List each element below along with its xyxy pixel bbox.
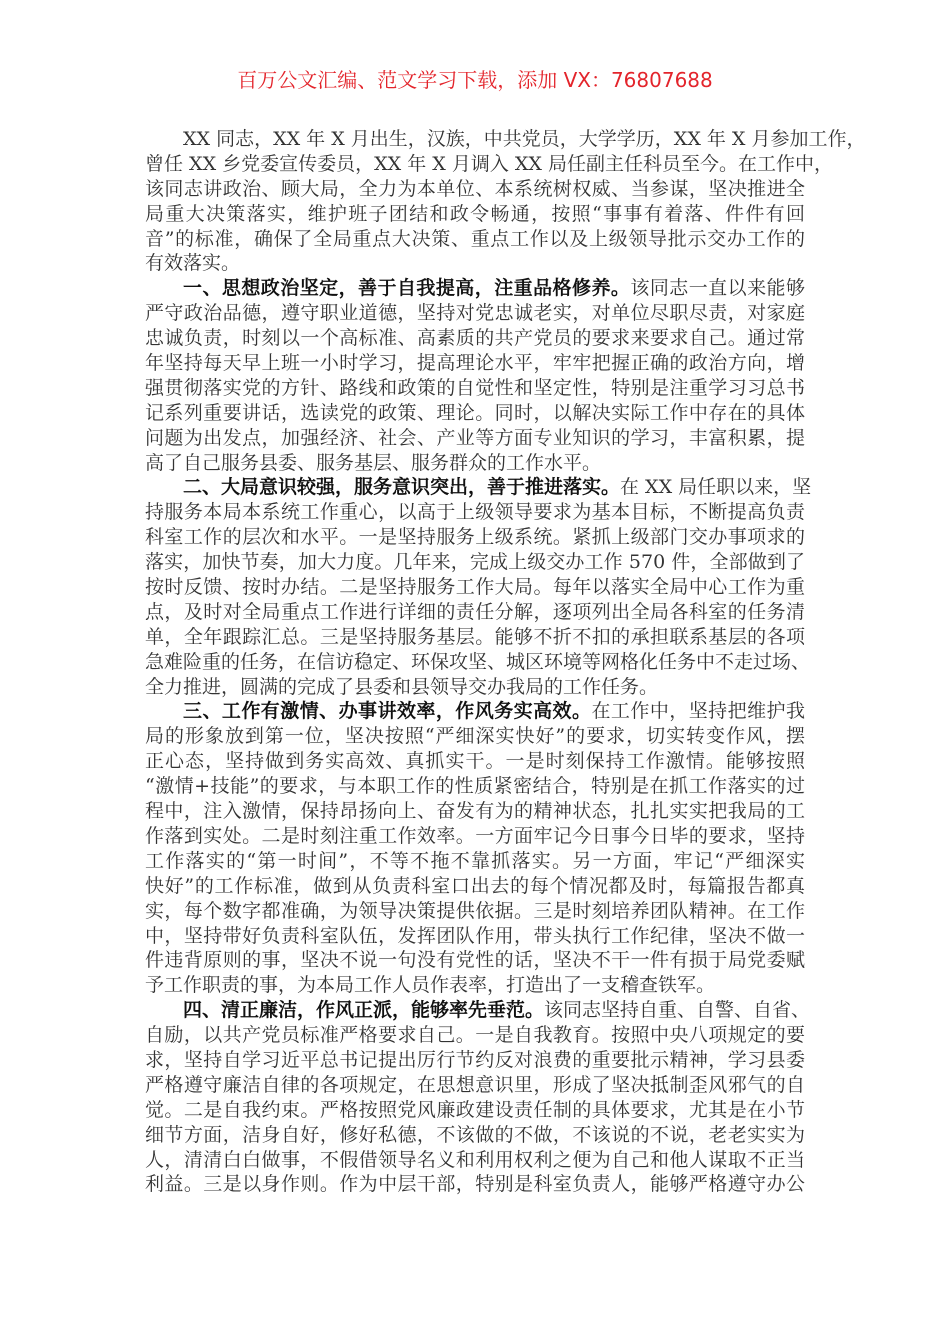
text-line [145, 1048, 805, 1073]
line-text: 工作落实的“第一时间”，不等不拖不靠抓落实。另一方面，牢记“严细深实 [145, 849, 805, 872]
line-text: 在工作中，坚持把维护我 [591, 700, 805, 723]
line-text: 局重大决策落实，维护班子团结和政令畅通，按照“事事有着落、件件有回 [145, 202, 805, 225]
section-heading: 一、思想政治坚定，善于自我提高，注重品格修养。 [183, 277, 631, 300]
line-text: 自励，以共产党员标准严格要求自己。一是自我教育。按照中央八项规定的要 [145, 1024, 805, 1047]
line-text: 局的形象放到第一位，坚决按照“严细深实快好”的要求，切实转变作风，摆 [145, 725, 805, 748]
text-line [145, 177, 805, 202]
line-text: 程中，注入激情，保持昂扬向上、奋发有为的精神状态，扎扎实实把我局的工 [145, 800, 805, 823]
text-line [145, 326, 805, 351]
line-text: 利益。三是以身作则。作为中层干部，特别是科室负责人，能够严格遵守办公 [145, 1173, 805, 1196]
line-text: 求，坚持自学习近平总书记提出厉行节约反对浪费的重要批示精神，学习县委 [145, 1048, 805, 1071]
text-line [145, 899, 805, 924]
text-line [145, 227, 805, 252]
line-text: 严格遵守廉洁自律的各项规定，在思想意识里，形成了坚决抵制歪风邪气的自 [145, 1073, 805, 1096]
line-text: 快好”的工作标准，做到从负责科室口出去的每个情况都及时，每篇报告都真 [145, 874, 805, 897]
text-line [145, 924, 805, 949]
text-line [145, 575, 805, 600]
line-text: 作落到实处。二是时刻注重工作效率。一方面牢记今日事今日毕的要求，坚持 [145, 824, 805, 847]
line-text: 单，全年跟踪汇总。三是坚持服务基层。能够不折不扣的承担联系基层的各项 [145, 625, 805, 648]
document-body [145, 127, 866, 1197]
text-line [145, 500, 805, 525]
line-text: 点，及时对全局重点工作进行详细的责任分解，逐项列出全局各科室的任务清 [145, 600, 805, 623]
text-line [145, 774, 805, 799]
text-line [145, 401, 805, 426]
text-line [145, 202, 805, 227]
text-line [145, 1172, 805, 1197]
line-text: 该同志坚持自重、自警、自省、 [544, 999, 811, 1022]
text-line [145, 799, 805, 824]
text-line [145, 1123, 805, 1148]
line-text: 曾任 XX 乡党委宣传委员，XX 年 X 月调入 XX 局任副主任科员至今。在工作中， [145, 152, 833, 175]
text-line [145, 127, 866, 152]
section-heading: 三、工作有激情、办事讲效率，作风务实高效。 [183, 700, 592, 723]
line-text: 高了自己服务县委、服务基层、服务群众的工作水平。 [145, 451, 602, 474]
line-text: 落实，加快节奏，加大力度。几年来，完成上级交办工作 570 件，全部做到了 [145, 551, 805, 574]
text-line [145, 749, 805, 774]
line-text: 问题为出发点，加强经济、社会、产业等方面专业知识的学习，丰富积累，提 [145, 426, 805, 449]
line-text: 严守政治品德，遵守职业道德，坚持对党忠诚老实，对单位尽职尽责，对家庭 [145, 302, 805, 325]
text-line [145, 351, 805, 376]
section-heading: 二、大局意识较强，服务意识突出，善于推进落实。 [183, 476, 621, 499]
text-line [145, 251, 805, 276]
line-text: 有效落实。 [145, 252, 241, 275]
text-line [145, 998, 811, 1023]
section-paragraph [145, 998, 811, 1197]
line-text: 在 XX 局任职以来，坚 [620, 476, 812, 499]
text-line [145, 675, 805, 700]
text-line [145, 824, 805, 849]
text-line [145, 1098, 805, 1123]
text-line [145, 276, 805, 301]
intro-paragraph [145, 127, 866, 276]
text-line [145, 849, 805, 874]
text-line [145, 625, 805, 650]
text-line [145, 426, 805, 451]
line-text: 按时反馈、按时办结。二是坚持服务工作大局。每年以落实全局中心工作为重 [145, 576, 805, 599]
text-line [145, 550, 805, 575]
line-text: 正心态，坚持做到务实高效、真抓实干。一是时刻保持工作激情。能够按照 [145, 750, 805, 773]
text-line [145, 600, 805, 625]
watermark-banner: 百万公文汇编、范文学习下载，添加 VX：76807688 [237, 68, 713, 92]
text-line [145, 948, 805, 973]
line-text: 人，清清白白做事，不假借领导名义和利用权利之便为自己和他人谋取不正当 [145, 1148, 805, 1171]
line-text: 该同志讲政治、顾大局，全力为本单位、本系统树权威、当参谋，坚决推进全 [145, 177, 805, 200]
line-text: 件违背原则的事，坚决不说一句没有党性的话，坚决不干一件有损于局党委赋 [145, 949, 805, 972]
section-paragraph [145, 475, 812, 699]
section-heading: 四、清正廉洁，作风正派，能够率先垂范。 [183, 999, 545, 1022]
text-line [145, 973, 805, 998]
line-text: 予工作职责的事，为本局工作人员作表率，打造出了一支稽查铁军。 [145, 974, 716, 997]
line-text: 记系列重要讲话，选读党的政策、理论。同时，以解决实际工作中存在的具体 [145, 401, 805, 424]
line-text: 细节方面，洁身自好，修好私德，不该做的不做，不该说的不说，老老实实为 [145, 1123, 805, 1146]
line-text: 强贯彻落实党的方针、路线和政策的自觉性和坚定性，特别是注重学习习总书 [145, 376, 805, 399]
line-text: 全力推进，圆满的完成了县委和县领导交办我局的工作任务。 [145, 675, 659, 698]
text-line [145, 451, 805, 476]
line-text: 音”的标准，确保了全局重点大决策、重点工作以及上级领导批示交办工作的 [145, 227, 805, 250]
text-line [145, 724, 805, 749]
line-text: 实，每个数字都准确，为领导决策提供依据。三是时刻培养团队精神。在工作 [145, 899, 805, 922]
text-line [145, 1023, 805, 1048]
line-text: 急难险重的任务，在信访稳定、环保攻坚、城区环境等网格化任务中不走过场、 [145, 650, 811, 673]
text-line [145, 301, 805, 326]
line-text: 年坚持每天早上班一小时学习，提高理论水平，牢牢把握正确的政治方向，增 [145, 352, 805, 375]
text-line [145, 475, 812, 500]
text-line [145, 525, 805, 550]
text-line [145, 874, 805, 899]
section-paragraph [145, 699, 805, 998]
text-line [145, 376, 805, 401]
line-text: 中，坚持带好负责科室队伍，发挥团队作用，带头执行工作纪律，坚决不做一 [145, 924, 805, 947]
line-text: XX 同志，XX 年 X 月出生，汉族，中共党员，大学学历，XX 年 X 月参加工作， [183, 128, 866, 150]
line-text: “激情+技能”的要求，与本职工作的性质紧密结合，特别是在抓工作落实的过 [145, 775, 805, 798]
line-text: 觉。二是自我约束。严格按照党风廉政建设责任制的具体要求，尤其是在小节 [145, 1098, 805, 1121]
text-line [145, 152, 833, 177]
text-line [145, 1148, 805, 1173]
section-paragraph [145, 276, 805, 475]
text-line [145, 699, 805, 724]
line-text: 持服务本局本系统工作重心，以高于上级领导要求为基本目标，不断提高负责 [145, 501, 805, 524]
line-text: 科室工作的层次和水平。一是坚持服务上级系统。紧抓上级部门交办事项求的 [145, 526, 805, 549]
text-line [145, 1073, 805, 1098]
text-line [145, 650, 811, 675]
line-text: 忠诚负责，时刻以一个高标准、高素质的共产党员的要求来要求自己。通过常 [145, 327, 805, 350]
line-text: 该同志一直以来能够 [630, 277, 805, 300]
